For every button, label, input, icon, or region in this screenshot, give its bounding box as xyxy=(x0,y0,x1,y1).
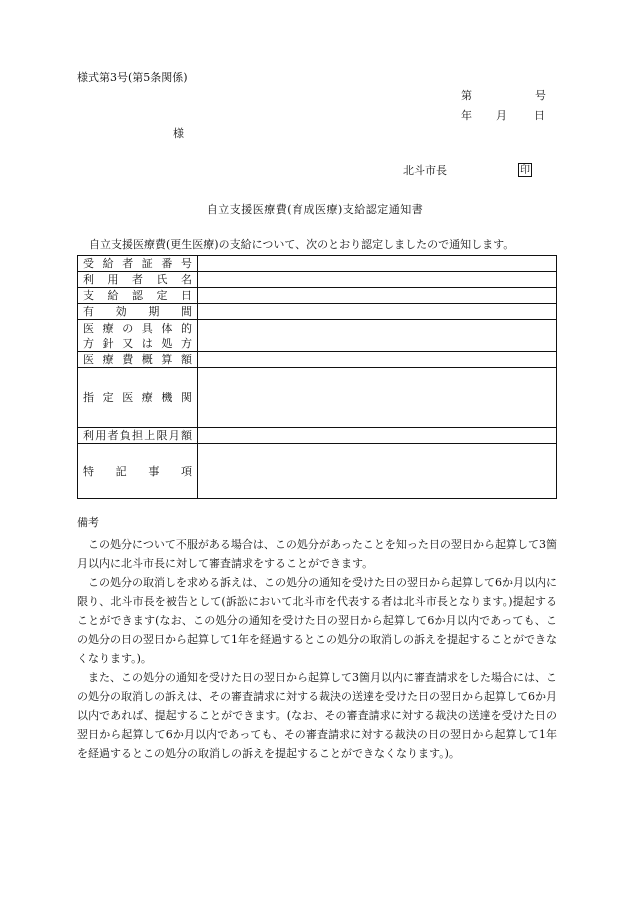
row-value-user-name xyxy=(198,272,557,288)
document-number-suffix: 号 xyxy=(535,89,546,102)
issuer-mayor: 北斗市長 xyxy=(403,164,447,177)
table-row xyxy=(78,256,557,272)
row-value-special-notes xyxy=(198,444,557,499)
table-row xyxy=(78,444,557,499)
notes-body xyxy=(77,535,557,763)
table-row xyxy=(78,320,557,352)
date-year-label: 年 xyxy=(461,109,472,122)
table-row xyxy=(78,428,557,444)
row-label-certificate-number: 受給者証番号 xyxy=(78,256,198,272)
notes-paragraph: また、この処分の通知を受けた日の翌日から起算して3箇月以内に審査請求をした場合には、この処分の取消しの訴えは、その審査請求に対する裁決の送達を受けた日の翌日から起算して6か月以内であれば、提起することができます。(なお、その審査請求に対する裁決の送達を受けた日の翌日から起算して6か月以内であっても、その審査請求に対する裁決の日の翌日から起算して1年を経過するとこの処分の取消しの訴えを提起することができなくなります。)。 xyxy=(77,671,557,760)
seal-box: 印 xyxy=(520,165,530,176)
row-label-monthly-cap: 利用者負担上限月額 xyxy=(78,428,198,444)
document-number-prefix: 第 xyxy=(461,89,472,102)
notes-heading: 備考 xyxy=(77,516,99,529)
row-value-designated-institution xyxy=(198,368,557,428)
row-value-certificate-number xyxy=(198,256,557,272)
date-month-label: 月 xyxy=(496,109,507,122)
table-row xyxy=(78,368,557,428)
row-value-estimated-cost xyxy=(198,352,557,368)
notes-paragraph: この処分について不服がある場合は、この処分があったことを知った日の翌日から起算して3箇月以内に北斗市長に対して審査請求をすることができます。 xyxy=(77,538,557,570)
table-row xyxy=(78,304,557,320)
row-value-monthly-cap xyxy=(198,428,557,444)
table-row xyxy=(78,288,557,304)
row-label-certification-date: 支給認定日 xyxy=(78,288,198,304)
row-label-user-name: 利用者氏名 xyxy=(78,272,198,288)
row-label-treatment-plan: 医療の具体的 方針又は処方 xyxy=(78,320,198,352)
certification-table xyxy=(77,255,557,499)
row-value-validity-period xyxy=(198,304,557,320)
intro-text: 自立支援医療費(更生医療)の支給について、次のとおり認定しましたので通知します。 xyxy=(89,238,515,251)
row-value-certification-date xyxy=(198,288,557,304)
row-label-designated-institution: 指定医療機関 xyxy=(78,368,198,428)
row-label-estimated-cost: 医療費概算額 xyxy=(78,352,198,368)
row-label-validity-period: 有効期間 xyxy=(78,304,198,320)
form-number-label: 様式第3号(第5条関係) xyxy=(77,71,188,84)
table-row xyxy=(78,272,557,288)
row-label-special-notes: 特記事項 xyxy=(78,444,198,499)
table-row xyxy=(78,352,557,368)
addressee-honorific: 様 xyxy=(173,127,184,140)
notes-paragraph: この処分の取消しを求める訴えは、この処分の通知を受けた日の翌日から起算して6か月以内に限り、北斗市長を被告として(訴訟において北斗市を代表する者は北斗市長となります。)提起することができます(なお、この処分の通知を受けた日の翌日から起算して6か月以内であっても、この処分の日の翌日から起算して1年を経過するとこの処分の取消しの訴えを提起することができなくなります。)。 xyxy=(77,576,557,665)
date-day-label: 日 xyxy=(534,109,545,122)
row-value-treatment-plan xyxy=(198,320,557,352)
document-title: 自立支援医療費(育成医療)支給認定通知書 xyxy=(206,203,424,216)
